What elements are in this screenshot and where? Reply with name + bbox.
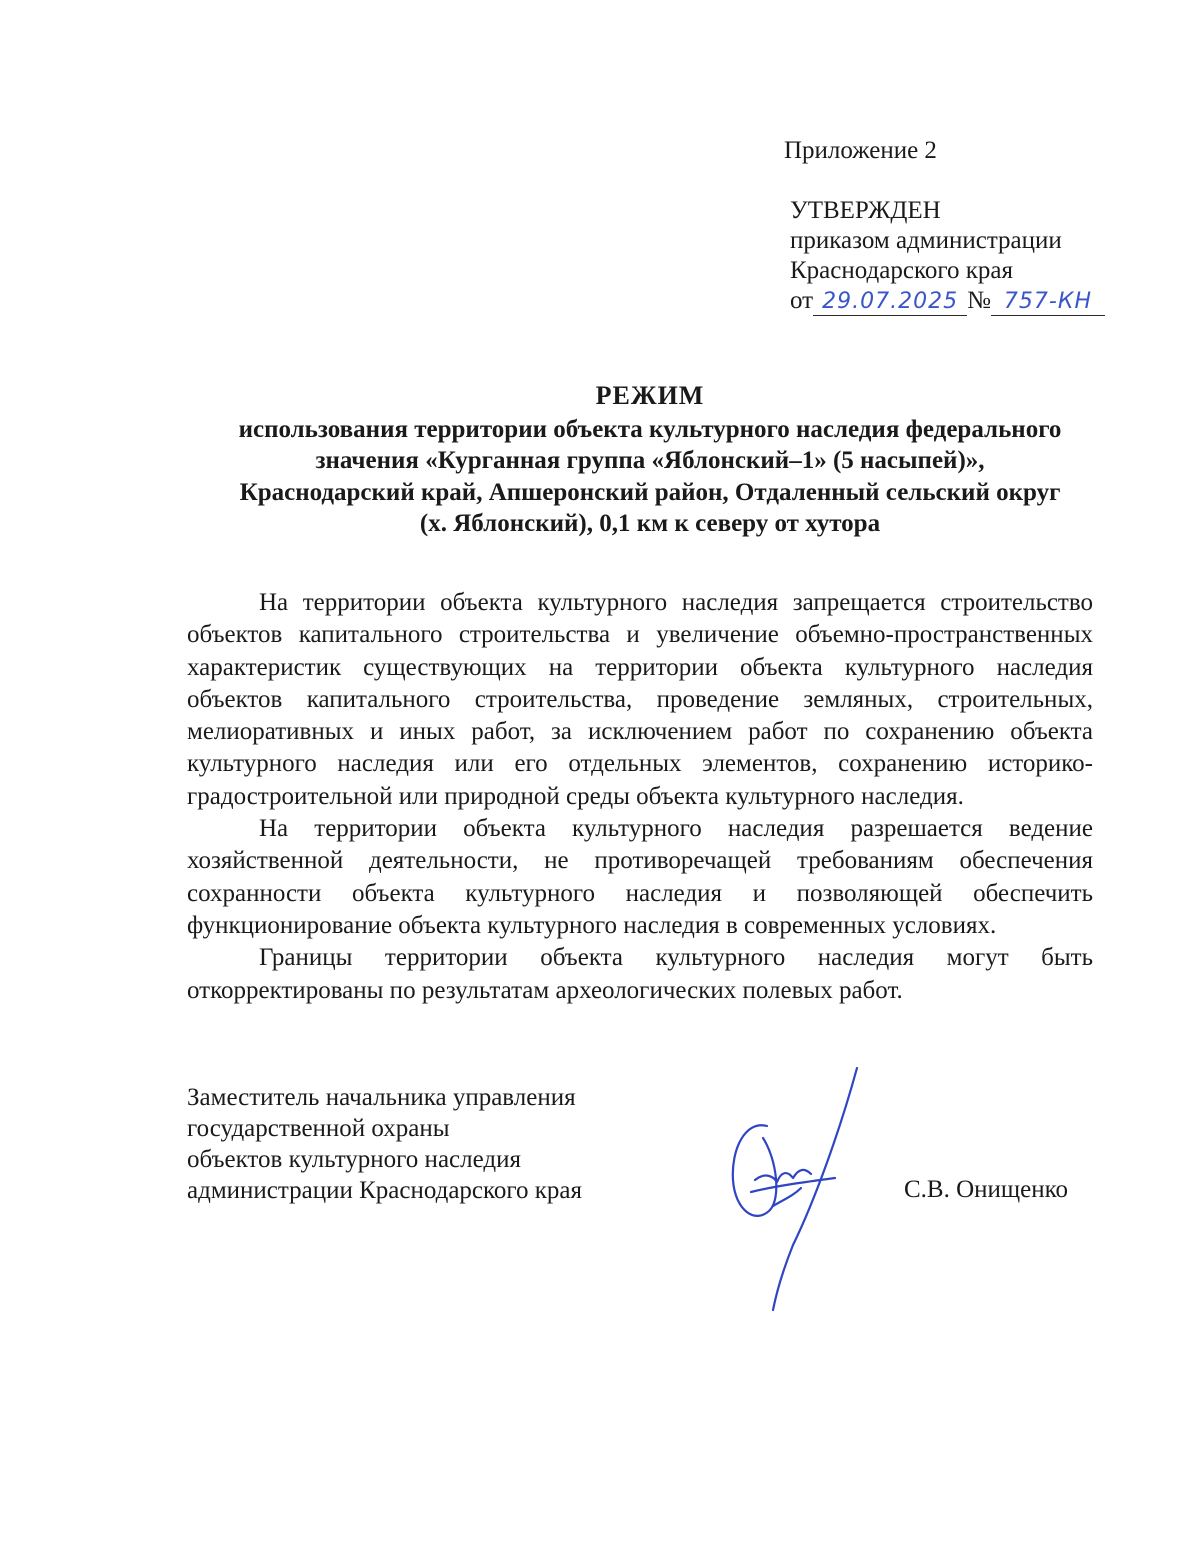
body-paragraph-boundaries: Границы территории объекта культурного наследия могут быть откорректированы по результатам археологических полевых работ. (187, 944, 1093, 1004)
document-title (150, 380, 1150, 540)
order-date-line (790, 286, 1105, 316)
title-line: Краснодарский край, Апшеронский район, Отдаленный сельский округ (239, 478, 1061, 506)
appendix-label: Приложение 2 (784, 137, 937, 164)
title-line: использования территории объекта культурного наследия федерального (238, 415, 1062, 443)
title-line: (х. Яблонский), 0,1 км к северу от хутора (419, 510, 881, 537)
date-prefix: от (790, 287, 814, 314)
signature-stroke (733, 1125, 777, 1216)
order-number-handwritten: 757-КН (991, 289, 1105, 316)
approved-by-line-2: Краснодарского края (790, 257, 1013, 284)
approved-label: УТВЕРЖДЕН (790, 197, 941, 224)
number-prefix: № (967, 287, 991, 314)
body-paragraph-permissions: На территории объекта культурного наследия разрешается ведение хозяйственной деятельности, не противоречащей требованиям обеспечения сохранности объекта культурного наследия и позволяющей обеспечить функционирование объекта культурного наследия в современных условиях. (187, 815, 1093, 939)
signer-position-line: объектов культурного наследия (187, 1146, 521, 1173)
approval-block (790, 196, 1105, 316)
handwritten-signature (715, 1060, 875, 1320)
signature-stroke (751, 1178, 835, 1192)
body-text (187, 587, 1093, 1007)
signer-name: С.В. Онищенко (904, 1176, 1069, 1203)
title-line: значения «Курганная группа «Яблонский–1» (5 насыпей)», (315, 447, 985, 474)
approved-by-line-1: приказом администрации (790, 227, 1062, 254)
signer-position (187, 1082, 582, 1206)
body-paragraph-prohibitions: На территории объекта культурного наследия запрещается строительство объектов капитального строительства и увеличение объемно-пространственных характеристик существующих на территории объекта культурного наследия объектов капитального строительства, проведение земляных, строительных, мелиоративных и иных работ, за исключением работ по сохранению объекта культурного наследия или его отдельных элементов, сохранению историко-градостроительной или природной среды объекта культурного наследия. (187, 589, 1093, 810)
signer-position-line: государственной охраны (187, 1115, 450, 1142)
signature-stroke (755, 1170, 811, 1182)
order-date-handwritten: 29.07.2025 (813, 289, 967, 316)
signer-position-line: администрации Краснодарского края (187, 1177, 583, 1204)
signer-position-line: Заместитель начальника управления (187, 1084, 576, 1111)
title-heading: РЕЖИМ (595, 381, 705, 410)
signature-stroke (773, 1068, 857, 1310)
